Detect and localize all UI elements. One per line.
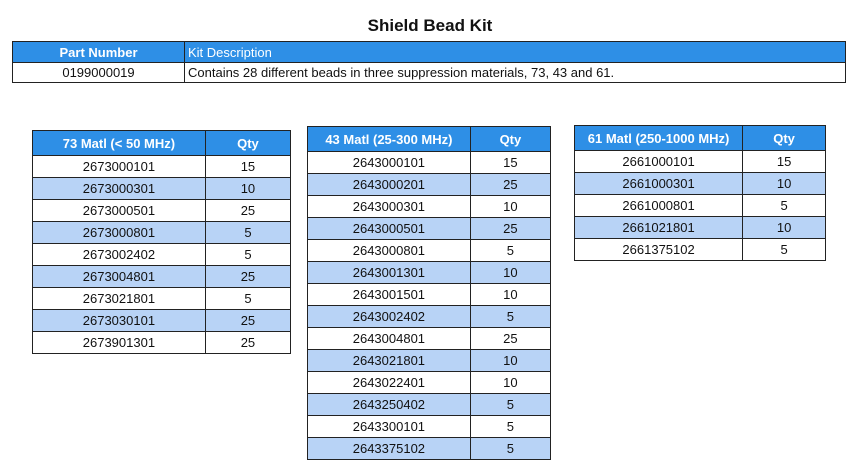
table-row <box>308 328 551 350</box>
qty-cell: 10 <box>470 196 550 218</box>
part-number-cell: 2643004801 <box>308 328 471 350</box>
table-row <box>33 200 291 222</box>
part-number-cell: 2643000201 <box>308 174 471 196</box>
part-number-cell: 2673000301 <box>33 178 206 200</box>
part-number-cell: 2643000801 <box>308 240 471 262</box>
qty-cell: 5 <box>470 306 550 328</box>
qty-cell: 10 <box>205 178 290 200</box>
material-header: 73 Matl (< 50 MHz) <box>33 131 206 156</box>
material-61-table <box>574 125 826 261</box>
part-number-cell: 2661000101 <box>575 151 743 173</box>
part-number-cell: 2643021801 <box>308 350 471 372</box>
table-row <box>308 174 551 196</box>
kit-table <box>12 41 846 83</box>
part-number-cell: 2643001501 <box>308 284 471 306</box>
part-number-cell: 2643000101 <box>308 152 471 174</box>
qty-cell: 5 <box>205 222 290 244</box>
table-row <box>308 306 551 328</box>
qty-cell: 5 <box>470 416 550 438</box>
table-row <box>33 266 291 288</box>
qty-cell: 5 <box>470 240 550 262</box>
part-number-cell: 2643001301 <box>308 262 471 284</box>
qty-cell: 10 <box>470 284 550 306</box>
table-row <box>33 310 291 332</box>
table-header-row <box>308 127 551 152</box>
material-header: 61 Matl (250-1000 MHz) <box>575 126 743 151</box>
part-number-cell: 2673021801 <box>33 288 206 310</box>
qty-cell: 25 <box>470 218 550 240</box>
table-row <box>308 372 551 394</box>
qty-cell: 25 <box>205 266 290 288</box>
part-number-cell: 2643022401 <box>308 372 471 394</box>
kit-part-number: 0199000019 <box>13 63 185 83</box>
qty-cell: 25 <box>205 310 290 332</box>
part-number-cell: 2661375102 <box>575 239 743 261</box>
table-row <box>33 288 291 310</box>
table-row <box>575 217 826 239</box>
part-number-cell: 2673004801 <box>33 266 206 288</box>
part-number-header: Part Number <box>13 42 185 63</box>
kit-description: Contains 28 different beads in three suppression materials, 73, 43 and 61. <box>185 63 846 83</box>
qty-cell: 15 <box>205 156 290 178</box>
table-header-row <box>575 126 826 151</box>
qty-cell: 5 <box>470 394 550 416</box>
part-number-cell: 2643002402 <box>308 306 471 328</box>
qty-cell: 25 <box>205 200 290 222</box>
qty-cell: 5 <box>205 288 290 310</box>
table-row <box>575 195 826 217</box>
qty-cell: 15 <box>743 151 826 173</box>
table-row <box>33 244 291 266</box>
part-number-cell: 2661021801 <box>575 217 743 239</box>
part-number-cell: 2673000801 <box>33 222 206 244</box>
material-43-table <box>307 126 551 460</box>
qty-cell: 25 <box>470 174 550 196</box>
part-number-cell: 2643000501 <box>308 218 471 240</box>
table-row <box>308 438 551 460</box>
part-number-cell: 2643300101 <box>308 416 471 438</box>
qty-cell: 10 <box>743 217 826 239</box>
material-73-table <box>32 130 291 354</box>
material-header: 43 Matl (25-300 MHz) <box>308 127 471 152</box>
table-row <box>308 416 551 438</box>
table-row <box>33 332 291 354</box>
table-row <box>575 151 826 173</box>
part-number-cell: 2673030101 <box>33 310 206 332</box>
table-row <box>308 284 551 306</box>
page-title: Shield Bead Kit <box>367 16 493 35</box>
qty-cell: 10 <box>470 372 550 394</box>
part-number-cell: 2643375102 <box>308 438 471 460</box>
table-row <box>33 156 291 178</box>
kit-header-row <box>13 42 846 63</box>
qty-header: Qty <box>470 127 550 152</box>
table-header-row <box>33 131 291 156</box>
table-row <box>308 394 551 416</box>
qty-cell: 15 <box>470 152 550 174</box>
table-row <box>575 173 826 195</box>
qty-cell: 5 <box>470 438 550 460</box>
qty-cell: 5 <box>205 244 290 266</box>
table-row <box>308 152 551 174</box>
part-number-cell: 2661000801 <box>575 195 743 217</box>
qty-cell: 10 <box>470 350 550 372</box>
kit-row <box>13 63 846 83</box>
qty-cell: 5 <box>743 239 826 261</box>
table-row <box>575 239 826 261</box>
part-number-cell: 2661000301 <box>575 173 743 195</box>
table-row <box>33 222 291 244</box>
qty-cell: 25 <box>205 332 290 354</box>
part-number-cell: 2673000501 <box>33 200 206 222</box>
qty-cell: 10 <box>470 262 550 284</box>
table-row <box>308 262 551 284</box>
kit-description-header: Kit Description <box>185 42 846 63</box>
part-number-cell: 2643250402 <box>308 394 471 416</box>
part-number-cell: 2673901301 <box>33 332 206 354</box>
qty-cell: 10 <box>743 173 826 195</box>
qty-cell: 25 <box>470 328 550 350</box>
table-row <box>308 240 551 262</box>
part-number-cell: 2673000101 <box>33 156 206 178</box>
table-row <box>33 178 291 200</box>
part-number-cell: 2673002402 <box>33 244 206 266</box>
part-number-cell: 2643000301 <box>308 196 471 218</box>
qty-cell: 5 <box>743 195 826 217</box>
qty-header: Qty <box>205 131 290 156</box>
table-row <box>308 350 551 372</box>
table-row <box>308 196 551 218</box>
qty-header: Qty <box>743 126 826 151</box>
table-row <box>308 218 551 240</box>
